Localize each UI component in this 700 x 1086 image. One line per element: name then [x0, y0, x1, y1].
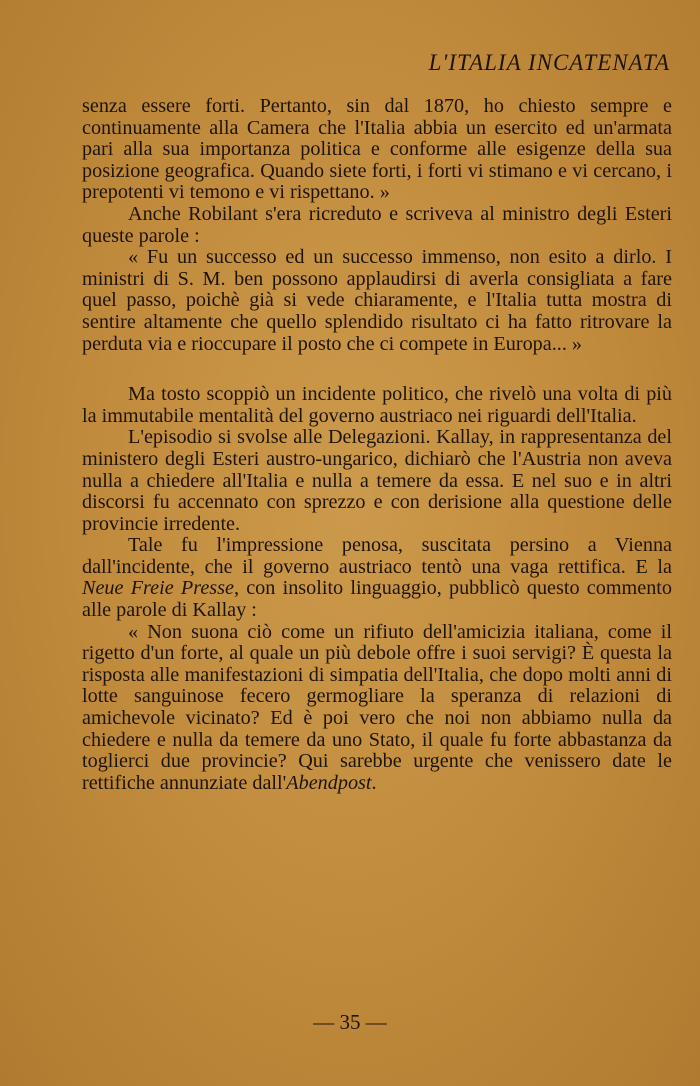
- body-text: [82, 96, 672, 794]
- paragraph: [82, 622, 672, 795]
- paragraph-text: .: [371, 771, 377, 794]
- newspaper-title: Abendpost: [286, 771, 372, 794]
- paragraph-text: « Non suona ciò come un rifiuto dell'amicizia italiana, come il rigetto d'un forte, al quale un più debole offre i suoi servigi? È questa la risposta alle manifestazioni di simpatia dell'Italia, che dopo molti anni di lotte sanguinose fecero germogliare la speranza di relazioni di amichevole vicinato? Ed è poi vero che noi non abbiamo nulla da chiedere e nulla da temere da uno Stato, il quale fu forte abbastanza da toglierci due provincie? Qui sarebbe urgente che venissero date le rettifiche annunziate dall': [82, 620, 672, 794]
- paragraph-text: , con insolito linguaggio, pubblicò questo commento alle parole di Kallay :: [82, 577, 672, 622]
- newspaper-title: Neue Freie Presse: [82, 577, 234, 600]
- paragraph: Ma tosto scoppiò un incidente politico, che rivelò una volta di più la immutabile mentalità del governo austriaco nei riguardi dell'Italia.: [82, 383, 672, 427]
- paragraph-text: Tale fu l'impressione penosa, suscitata persino a Vienna dall'incidente, che il governo austriaco tentò una vaga rettifica. E la: [82, 534, 672, 578]
- paragraph: senza essere forti. Pertanto, sin dal 1870, ho chiesto sempre e continuamente alla Camera che l'Italia abbia un esercito ed un'armata pari alla sua importanza politica e conforme alle esigenze della sua posizione geografica. Quando siete forti, i forti vi stimano e vi cercano, i prepotenti vi temono e vi rispettano. »: [82, 95, 672, 204]
- paragraph: L'episodio si svolse alle Delegazioni. Kallay, in rappresentanza del ministero degli Esteri austro-ungarico, dichiarò che l'Austria non aveva nulla a chiedere all'Italia e nulla a temere da essa. E nel suo e in altri discorsi fu accennato con sprezzo e con derisione alla questione delle provincie irredente.: [82, 426, 672, 535]
- running-head: L'ITALIA INCATENATA: [428, 50, 670, 75]
- page-number: — 35 —: [313, 1010, 387, 1034]
- paragraph: [82, 535, 672, 621]
- paragraph: « Fu un successo ed un successo immenso, non esito a dirlo. I ministri di S. M. ben possono applaudirsi di averla consigliata a fare quel passo, poichè già si vede chiaramente, e l'Italia tutta mostra di sentire altamente che quello splendido risultato ci ha fatto ritrovare la perduta via e rioccupare il posto che ci compete in Europa... »: [82, 246, 672, 355]
- paragraph: Anche Robilant s'era ricreduto e scriveva al ministro degli Esteri queste parole :: [82, 202, 672, 247]
